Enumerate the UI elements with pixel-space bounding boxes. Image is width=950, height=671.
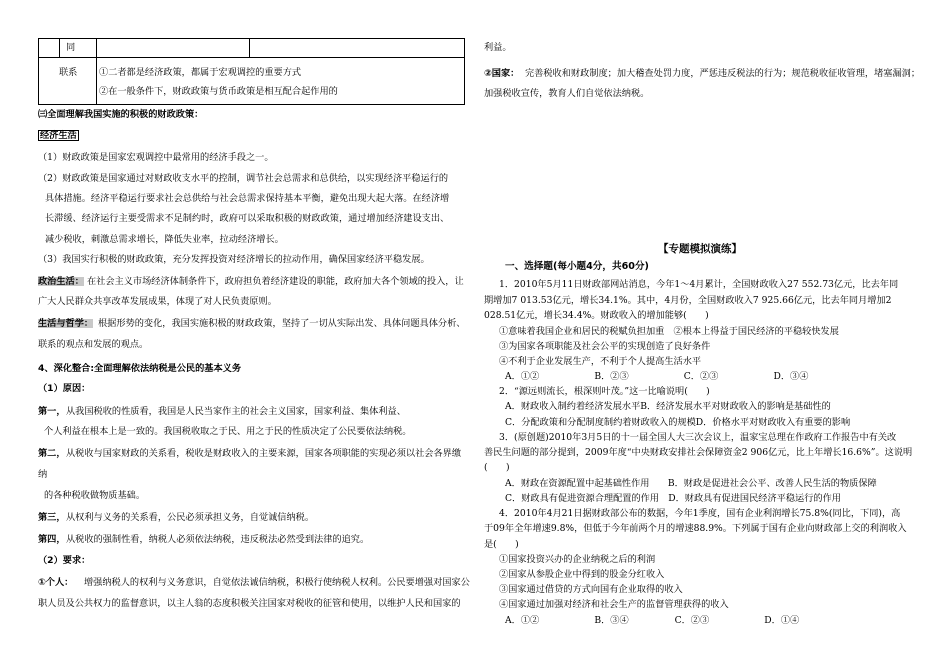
table-row2-item1: ①二者都是经济政策，都属于宏观调控的重要方式: [99, 67, 302, 78]
table-row1-label: 同: [66, 42, 76, 53]
politics-label: 政治生活：: [38, 276, 84, 287]
reason2-line1: 从税收与国家财政的关系看，税收是财政收入的主要来源，国家各项职能的实现必须以社会各界缴: [66, 448, 462, 459]
reason2-label: 第二，: [38, 448, 66, 459]
q4-option4: ④国家通过加强对经济和社会生产的监督管理获得的收入: [499, 599, 729, 610]
philosophy-line2: 联系的观点和发展的观点。: [38, 339, 149, 350]
reason1-label: 第一，: [38, 406, 66, 417]
reason2-line2: 纳: [38, 469, 48, 480]
q4-line1: 4．2010年4月21日据财政部公布的数据，今年1季度，国有企业利润增长75.8%(同比，下同)，高: [499, 508, 901, 519]
reason4-line1: 从税收的强制性看，纳税人必须依法纳税，违反税法必然受到法律的追究。: [66, 534, 370, 545]
philosophy-label: 生活与哲学：: [38, 318, 94, 329]
q1-line3: 028.51亿元，增长34.4%。财政收入的增加能够( ): [484, 310, 709, 321]
table-row2-item2: ②在一般条件下，财政政策与货币政策是相互配合起作用的: [99, 86, 338, 97]
reason2-line3: 的各种税收做物质基础。: [44, 490, 146, 501]
continuation-text: 利益。: [484, 42, 512, 53]
section4-title: 4、深化整合:全面理解依法纳税是公民的基本义务: [38, 363, 242, 374]
politics-line2: 广大人民群众共享改革发展成果，体现了对人民负责原则。: [38, 296, 277, 307]
q2-line1: 2．“源远则流长，根深则叶茂。”这一比喻说明( ): [499, 386, 710, 397]
q4-answers: A．①② B．③④ C．②③ D．①④: [505, 615, 800, 626]
q4-option1: ①国家投资兴办的企业纳税之后的利润: [499, 554, 656, 565]
econ-paragraph-2-line4: 减少税收，刺激总需求增长，降低失业率，拉动经济增长。: [45, 234, 284, 245]
econ-life-label: 经济生活: [40, 130, 77, 141]
q2-option2: C．分配政策和分配制度制约着财政收入的规模D．价格水平对财政收入有重要的影响: [505, 417, 851, 428]
econ-paragraph-2-line3: 长滞缓、经济运行主要受需求不足制约时，政府可以采取积极的财政政策，通过增加经济建设支出、: [45, 213, 450, 224]
q1-line2: 期增加7 013.53亿元，增长34.1%。其中，4月份，全国财政收入7 925.66亿元，比去年同月增加2: [484, 295, 892, 306]
table-row2-label: 联系: [59, 67, 78, 78]
reason4-label: 第四，: [38, 534, 66, 545]
reason3-label: 第三，: [38, 512, 66, 523]
q4-line3: 是( ): [484, 539, 519, 550]
econ-paragraph-2-line1: （2）财政政策是国家通过对财政收支水平的控制，调节社会总需求和总供给，以实现经济平稳运行的: [38, 173, 449, 184]
requirements-title: （2）要求：: [38, 555, 91, 566]
q3-option1: A．财政在资源配置中起基础性作用 B．财政是促进社会公平、改善人民生活的物质保障: [505, 478, 877, 489]
q1-option2: ③为国家各项职能及社会公平的实现创造了良好条件: [499, 341, 711, 352]
reason3-line1: 从权利与义务的关系看，公民必须承担义务，自觉诚信纳税。: [66, 512, 315, 523]
reason1-line1: 从我国税收的性质看，我国是人民当家作主的社会主义国家，国家利益、集体利益、: [66, 406, 406, 417]
q1-line1: 1．2010年5月11日财政部网站消息，今年1～4月累计，全国财政收入27 552.73亿元，比去年同: [499, 279, 899, 290]
q3-line1: 3．(原创题)2010年3月5日的十一届全国人大三次会议上，温家宝总理在作政府工作报告中有关改: [499, 432, 897, 443]
philosophy-line1: 根据形势的变化，我国实施积极的财政政策，坚持了一切从实际出发、具体问题具体分析、: [98, 318, 466, 329]
q4-line2: 于09年全年增速9.8%，但低于今年前两个月的增速88.9%。下列属于国有企业向财政部上交的利润收入: [484, 523, 907, 534]
politics-line1: 在社会主义市场经济体制条件下，政府担负着经济建设的职能，政府加大各个领域的投入，让: [87, 276, 464, 287]
multiple-choice-title: 一、选择题(每小题4分，共60分): [505, 261, 649, 272]
q1-option3: ④不利于企业发展生产，不利于个人提高生活水平: [499, 356, 702, 367]
econ-paragraph-1: （1）财政政策是国家宏观调控中最常用的经济手段之一。: [38, 152, 274, 163]
q4-option3: ③国家通过借贷的方式向国有企业取得的收入: [499, 584, 683, 595]
econ-paragraph-2-line2: 具体措施。经济平稳运行要求社会总供给与社会总需求保持基本平衡，避免出现大起大落。在经济增: [45, 193, 450, 204]
q4-option2: ②国家从参股企业中得到的股金分红收入: [499, 569, 665, 580]
state-line2: 加强税收宣传，教育人们自觉依法纳税。: [484, 88, 650, 99]
personal-line2: 职人员及公共权力的监督意识，以主人翁的态度积极关注国家对税收的征管和使用，以维护人民和国家的: [38, 598, 461, 609]
econ-paragraph-3: （3）我国实行积极的财政政策，充分发挥投资对经济增长的拉动作用，确保国家经济平稳发展。: [38, 254, 430, 265]
q3-line2: 善民生问题的部分提到，2009年度“中央财政安排社会保障资金2 906亿元，比上年增长16.6%”。这说明: [484, 447, 913, 458]
state-line1: 完善税收和财政制度；加大稽查处罚力度，严惩违反税法的行为；规范税收征收管理，堵塞漏洞；: [525, 68, 921, 79]
state-label: ②国家：: [484, 68, 520, 79]
section3-title: ㈢全面理解我国实施的积极的财政政策：: [38, 109, 204, 120]
practice-title: 【专题模拟演练】: [658, 243, 742, 255]
personal-line1: 增强纳税人的权利与义务意识，自觉依法诚信纳税，积极行使纳税人权利。公民要增强对国家公: [84, 577, 470, 588]
q3-line3: ( ): [484, 462, 510, 473]
q1-answers: A．①② B．②③ C．②③ D．③④: [505, 371, 809, 382]
q3-option2: C．财政具有促进资源合理配置的作用 D．财政具有促进国民经济平稳运行的作用: [505, 493, 841, 504]
q2-option1: A．财政收入制约着经济发展水平B．经济发展水平对财政收入的影响是基础性的: [505, 401, 831, 412]
q1-option1: ①意味着我国企业和居民的税赋负担加重 ②根本上得益于国民经济的平稳较快发展: [499, 326, 839, 337]
reason1-line2: 个人利益在根本上是一致的。我国税收取之于民、用之于民的性质决定了公民要依法纳税。: [44, 426, 412, 437]
reasons-title: （1）原因：: [38, 383, 91, 394]
personal-label: ①个人：: [38, 577, 74, 588]
